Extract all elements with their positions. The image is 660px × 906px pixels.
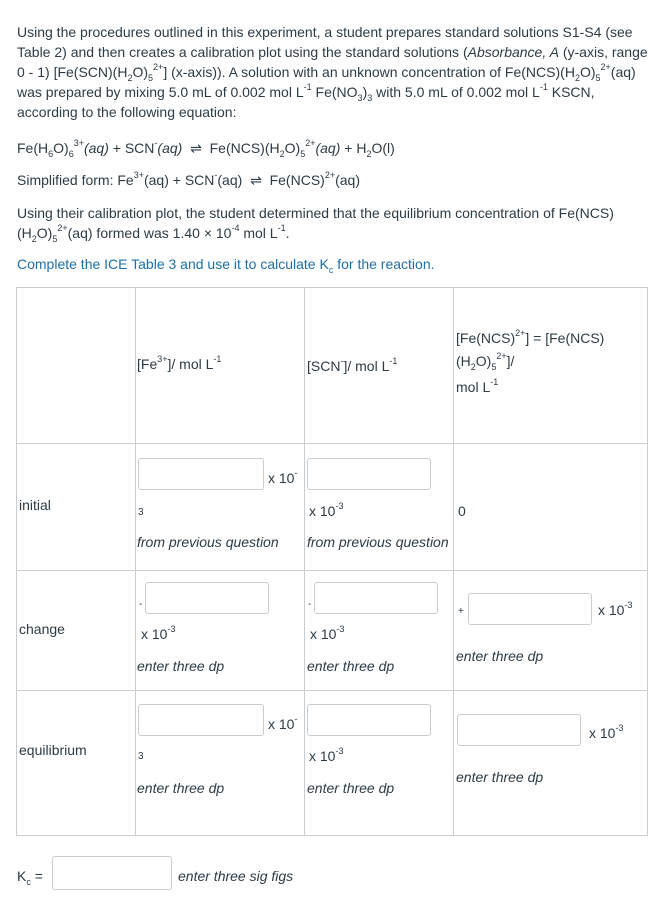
change-fe-multiplier: x $10^{-3}$ — [141, 624, 176, 642]
change-fe-input[interactable] — [145, 582, 269, 614]
equilibrium-paragraph: Using their calibration plot, the student determined that the equilibrium concentration of $Fe(NCS)(H_2O)_5^{2+}(aq)$ formed was $1.40 \times 10^{-4}$ mol $L^{-1}$. — [17, 205, 614, 244]
change-prod-hint: enter three dp — [456, 648, 544, 664]
eq-prod-hint: enter three dp — [456, 769, 544, 785]
row-label-initial: initial — [19, 497, 51, 513]
change-scn-input[interactable] — [314, 582, 438, 614]
row-label-equilibrium: equilibrium — [19, 742, 87, 758]
ice-table — [16, 287, 648, 836]
eq-fe-input[interactable] — [138, 704, 264, 736]
change-prod-sign: + — [458, 606, 464, 617]
full-equation: $Fe(H_6O)_6^{3+}(aq) + SCN^-(aq)$ ⇌ $Fe(NCS)(H_2O)_5^{2+}(aq) + H_2O(l)$ — [17, 138, 395, 159]
eq-prod-input[interactable] — [457, 714, 581, 746]
row-divider — [17, 690, 647, 691]
kc-label: $K_c$ = — [17, 868, 43, 887]
initial-fe-multiplier: x 10- — [268, 468, 298, 486]
kc-hint: enter three sig figs — [178, 868, 294, 884]
eq-fe-exponent: 3 — [138, 751, 144, 762]
row-divider — [17, 443, 647, 444]
eq-scn-input[interactable] — [307, 704, 431, 736]
initial-product-value: 0 — [458, 503, 466, 519]
initial-scn-hint: from previous question — [307, 534, 449, 550]
eq-prod-multiplier: x $10^{-3}$ — [589, 723, 624, 741]
header-fe: $[Fe^{3+}]/$ mol $L^{-1}$ — [137, 354, 222, 372]
row-divider — [17, 570, 647, 571]
col-divider — [304, 288, 305, 835]
initial-fe-exponent: 3 — [138, 507, 144, 518]
change-fe-hint: enter three dp — [137, 658, 225, 674]
eq-scn-multiplier: x $10^{-3}$ — [309, 746, 344, 764]
initial-fe-hint: from previous question — [137, 534, 279, 550]
col-divider — [453, 288, 454, 835]
row-label-change: change — [19, 621, 65, 637]
eq-fe-multiplier: x 10- — [268, 714, 298, 732]
eq-fe-hint: enter three dp — [137, 780, 225, 796]
instruction: Complete the ICE Table 3 and use it to calculate $K_c$ for the reaction. — [17, 256, 435, 275]
header-fencs: [Fe(NCS)$^{2+}$] = [Fe(NCS) $(H_2O)_5^{2+}]/$ mol $L^{-1}$ — [456, 328, 605, 395]
kc-input[interactable] — [52, 856, 172, 890]
change-prod-multiplier: x $10^{-3}$ — [598, 600, 633, 618]
simplified-equation: Simplified form: $Fe^{3+}(aq) + SCN^-(aq)$ ⇌ Fe(NCS)$^{2+}$(aq) — [17, 170, 360, 188]
eq-scn-hint: enter three dp — [307, 780, 395, 796]
change-fe-sign: - — [139, 599, 143, 610]
initial-scn-input[interactable] — [307, 458, 431, 490]
initial-fe-input[interactable] — [138, 458, 264, 490]
initial-scn-multiplier: x $10^{-3}$ — [309, 501, 344, 519]
change-scn-multiplier: x $10^{-3}$ — [310, 624, 345, 642]
header-scn: [SCN-]/ mol $L^{-1}$ — [307, 356, 398, 374]
col-divider — [135, 288, 136, 835]
intro-paragraph: Using the procedures outlined in this experiment, a student prepares standard solutions S1-S4 (see Table 2) and then creates a calibration plot using the standard solutions (Absorbance, A (y-axis, range 0 - 1) $[Fe(SCN)(H_2O)_5^{2+}]$ (x-axis)). A solution with an unknown concentration of $Fe(NCS)(H_2O)_5^{2+}(aq)$ was prepared by mixing 5.0 mL of 0.002 mol $L^{-1}$ $Fe(NO_3)_3$ with 5.0 mL of 0.002 mol $L^{-1}$ KSCN, according to the following equation: — [17, 24, 648, 120]
change-scn-sign: - — [308, 599, 312, 610]
change-scn-hint: enter three dp — [307, 658, 395, 674]
change-prod-input[interactable] — [468, 593, 592, 625]
